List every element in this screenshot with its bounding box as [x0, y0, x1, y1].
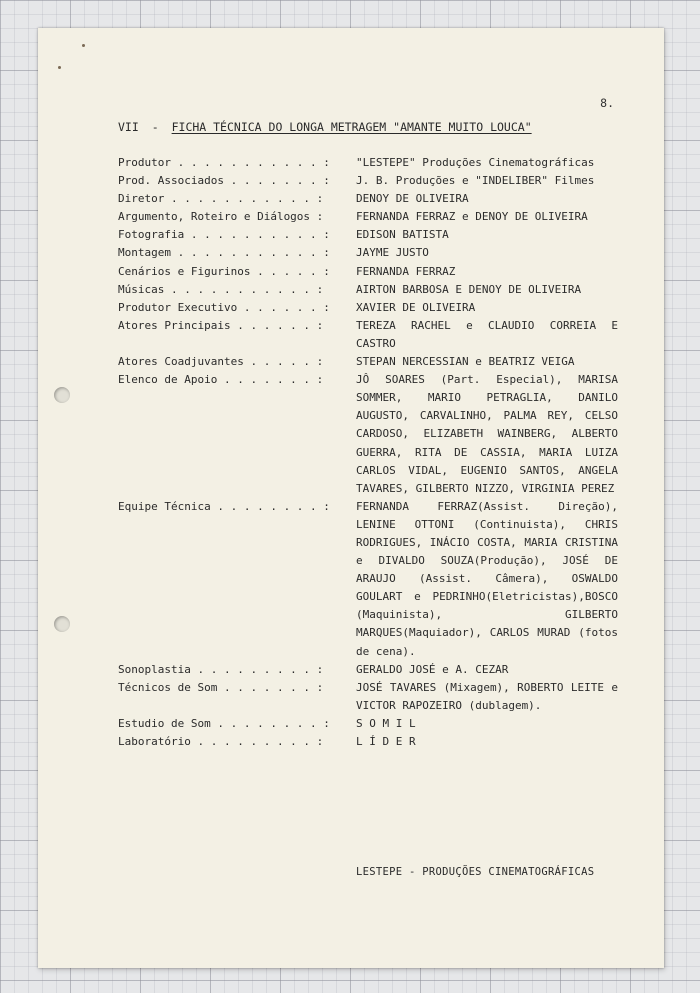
- credit-label: Produtor Executivo . . . . . . :: [118, 300, 330, 314]
- credit-row: [118, 498, 618, 661]
- credit-label: Argumento, Roteiro e Diálogos :: [118, 210, 324, 224]
- credit-label: Atores Coadjuvantes . . . . . :: [118, 355, 324, 369]
- credit-row: [118, 172, 618, 190]
- credit-value: J. B. Produções e "INDELIBER" Filmes: [356, 174, 595, 188]
- credit-value: DENOY DE OLIVEIRA: [356, 192, 469, 206]
- credit-row: [118, 715, 618, 733]
- credit-value: L Í D E R: [356, 735, 416, 748]
- credit-value: XAVIER DE OLIVEIRA: [356, 300, 476, 314]
- credit-label: Montagem . . . . . . . . . . . :: [118, 246, 330, 260]
- credit-value: EDISON BATISTA: [356, 228, 449, 242]
- credit-label: Prod. Associados . . . . . . . :: [118, 174, 330, 188]
- credit-label: Atores Principais . . . . . . :: [118, 318, 324, 332]
- credit-row: [118, 679, 618, 715]
- credit-value: "LESTEPE" Produções Cinematográficas: [356, 156, 595, 169]
- credit-row: [118, 299, 618, 317]
- credit-row: [118, 154, 618, 172]
- credit-value: JAYME JUSTO: [356, 246, 429, 260]
- section-number: VII: [118, 120, 139, 134]
- credit-row: [118, 661, 618, 679]
- credit-value: GERALDO JOSÉ e A. CEZAR: [356, 662, 509, 676]
- heading-title: FICHA TÉCNICA DO LONGA METRAGEM "AMANTE MUITO LOUCA": [171, 120, 532, 134]
- credit-row: [118, 353, 618, 371]
- credit-row: [118, 263, 618, 281]
- credit-value: STEPAN NERCESSIAN e BEATRIZ VEIGA: [356, 355, 575, 369]
- page-number: 8.: [600, 96, 614, 110]
- credit-row: [118, 244, 618, 262]
- company-footer: LESTEPE - PRODUÇÕES CINEMATOGRÁFICAS: [356, 866, 595, 878]
- credit-value: FERNANDA FERRAZ(Assist. Direção), LENINE OTTONI (Continuista), CHRIS RODRIGUES, INÁCIO COSTA, MARIA CRISTINA e DIVALDO SOUZA(Produção), JOSÉ DE ARAUJO (Assist. Câmera), OSWALDO GOULART e PEDRINHO(Eletricistas),BOSCO (Maquinista), GILBERTO MARQUES(Maquiador), CARLOS MURAD (fotos de cena).: [356, 499, 618, 658]
- credit-row: [118, 733, 618, 751]
- credit-row: [118, 208, 618, 226]
- paper-speck: [82, 44, 85, 47]
- credit-row: [118, 190, 618, 208]
- heading-separator: -: [151, 120, 159, 134]
- section-heading: [118, 120, 532, 134]
- credit-label: Sonoplastia . . . . . . . . . :: [118, 662, 324, 676]
- credit-label: Estudio de Som . . . . . . . . :: [118, 716, 330, 730]
- credit-value: TEREZA RACHEL e CLAUDIO CORREIA E CASTRO: [356, 318, 618, 350]
- credit-value: JÔ SOARES (Part. Especial), MARISA SOMMER, MARIO PETRAGLIA, DANILO AUGUSTO, CARVALINHO, PALMA REY, CELSO CARDOSO, ELIZABETH WAINBERG, ALBERTO GUERRA, RITA DE CASSIA, MARIA LUIZA CARLOS VIDAL, EUGENIO SANTOS, ANGELA TAVARES, GILBERTO NIZZO, VIRGINIA PEREZ: [356, 373, 618, 495]
- paper-speck: [58, 66, 61, 69]
- punch-hole: [54, 387, 70, 403]
- credit-label: Diretor . . . . . . . . . . . :: [118, 192, 324, 206]
- credit-value: JOSÉ TAVARES (Mixagem), ROBERTO LEITE e VICTOR RAPOZEIRO (dublagem).: [356, 680, 618, 712]
- credit-value: FERNANDA FERRAZ: [356, 264, 456, 278]
- credit-row: [118, 317, 618, 353]
- credit-value: FERNANDA FERRAZ e DENOY DE OLIVEIRA: [356, 210, 588, 224]
- punch-hole: [54, 616, 70, 632]
- credit-label: Equipe Técnica . . . . . . . . :: [118, 499, 330, 513]
- credit-label: Elenco de Apoio . . . . . . . :: [118, 373, 324, 387]
- credit-label: Músicas . . . . . . . . . . . :: [118, 282, 324, 296]
- credit-value: S O M I L: [356, 716, 416, 730]
- credit-label: Laboratório . . . . . . . . . :: [118, 735, 324, 748]
- document-page: [38, 28, 664, 968]
- credit-row: [118, 371, 618, 498]
- credit-label: Técnicos de Som . . . . . . . :: [118, 680, 324, 694]
- credit-row: [118, 226, 618, 244]
- credits-list: [118, 154, 618, 751]
- credit-label: Produtor . . . . . . . . . . . :: [118, 156, 330, 169]
- credit-label: Cenários e Figurinos . . . . . :: [118, 264, 330, 278]
- credit-label: Fotografia . . . . . . . . . . :: [118, 228, 330, 242]
- credit-row: [118, 281, 618, 299]
- credit-value: AIRTON BARBOSA E DENOY DE OLIVEIRA: [356, 282, 582, 296]
